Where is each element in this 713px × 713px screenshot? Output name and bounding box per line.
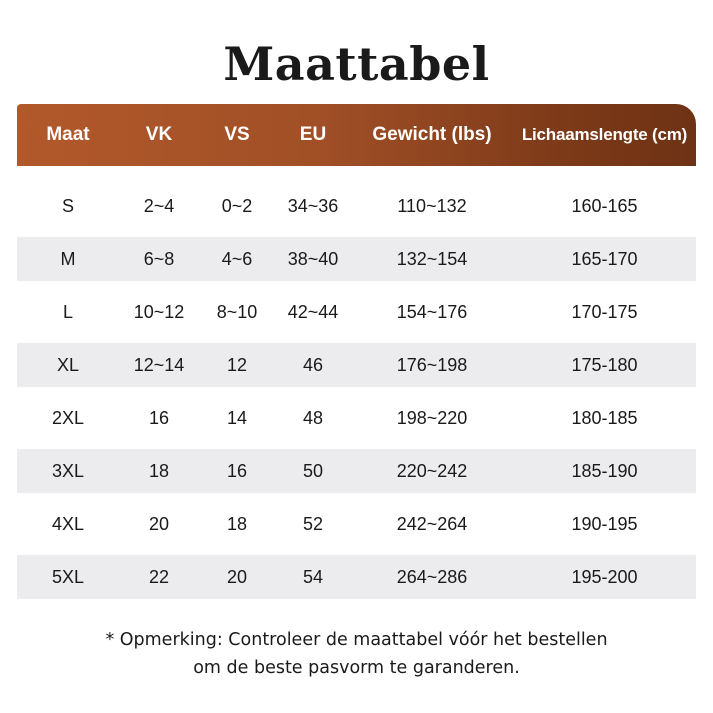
cell-height: 190-195: [571, 513, 638, 534]
cell-eu: 52: [302, 513, 324, 534]
cell-uk: 22: [148, 566, 170, 587]
cell-size: XL: [56, 354, 80, 375]
cell-weight: 132~154: [396, 248, 468, 269]
table-row: [17, 290, 696, 334]
cell-uk: 2~4: [143, 195, 175, 216]
table-row: [17, 396, 696, 440]
cell-weight: 264~286: [396, 566, 468, 587]
cell-weight: 242~264: [396, 513, 468, 534]
page-title: Maattabel: [223, 37, 490, 91]
cell-uk: 20: [148, 513, 170, 534]
header-eu: EU: [299, 124, 327, 145]
cell-weight: 110~132: [397, 195, 467, 216]
cell-size: 5XL: [51, 566, 85, 587]
cell-us: 12: [226, 354, 248, 375]
table-header: [17, 104, 696, 166]
footnote-line-1: * Opmerking: Controleer de maattabel vóór het bestellen: [105, 630, 608, 650]
cell-us: 8~10: [216, 301, 258, 322]
cell-size: 2XL: [51, 407, 85, 428]
cell-weight: 176~198: [396, 354, 468, 375]
cell-eu: 54: [302, 566, 324, 587]
cell-us: 14: [226, 407, 248, 428]
cell-height: 160-165: [571, 195, 638, 216]
cell-size: L: [62, 301, 73, 322]
cell-uk: 18: [148, 460, 170, 481]
footnote: [0, 626, 713, 682]
cell-uk: 12~14: [133, 354, 185, 375]
table-row: [17, 237, 696, 281]
header-us: VS: [224, 124, 250, 145]
header-weight: Gewicht (lbs): [372, 124, 492, 145]
cell-weight: 154~176: [396, 301, 468, 322]
cell-uk: 10~12: [133, 301, 185, 322]
cell-eu: 46: [302, 354, 324, 375]
cell-size: 4XL: [51, 513, 85, 534]
cell-height: 175-180: [571, 354, 638, 375]
table-row: [17, 449, 696, 493]
cell-height: 170-175: [571, 301, 638, 322]
cell-size: M: [60, 248, 76, 269]
cell-uk: 6~8: [143, 248, 175, 269]
footnote-line-2: om de beste pasvorm te garanderen.: [193, 658, 520, 678]
header-height: Lichaamslengte (cm): [521, 125, 688, 144]
size-table: [17, 104, 696, 599]
cell-us: 18: [226, 513, 248, 534]
table-row: [17, 184, 696, 228]
cell-height: 195-200: [571, 566, 638, 587]
cell-height: 165-170: [571, 248, 638, 269]
cell-eu: 50: [302, 460, 324, 481]
cell-height: 185-190: [571, 460, 638, 481]
cell-height: 180-185: [571, 407, 638, 428]
cell-us: 0~2: [221, 195, 253, 216]
table-row: [17, 343, 696, 387]
header-size: Maat: [46, 124, 90, 145]
cell-eu: 34~36: [287, 195, 339, 216]
table-row: [17, 502, 696, 546]
cell-weight: 198~220: [396, 407, 468, 428]
cell-size: S: [61, 195, 74, 216]
cell-eu: 38~40: [287, 248, 339, 269]
cell-size: 3XL: [51, 460, 85, 481]
cell-us: 20: [226, 566, 248, 587]
cell-uk: 16: [148, 407, 170, 428]
cell-us: 16: [226, 460, 248, 481]
cell-eu: 42~44: [287, 301, 339, 322]
cell-us: 4~6: [221, 248, 253, 269]
cell-eu: 48: [302, 407, 324, 428]
header-uk: VK: [145, 124, 173, 145]
table-row: [17, 555, 696, 599]
cell-weight: 220~242: [396, 460, 468, 481]
